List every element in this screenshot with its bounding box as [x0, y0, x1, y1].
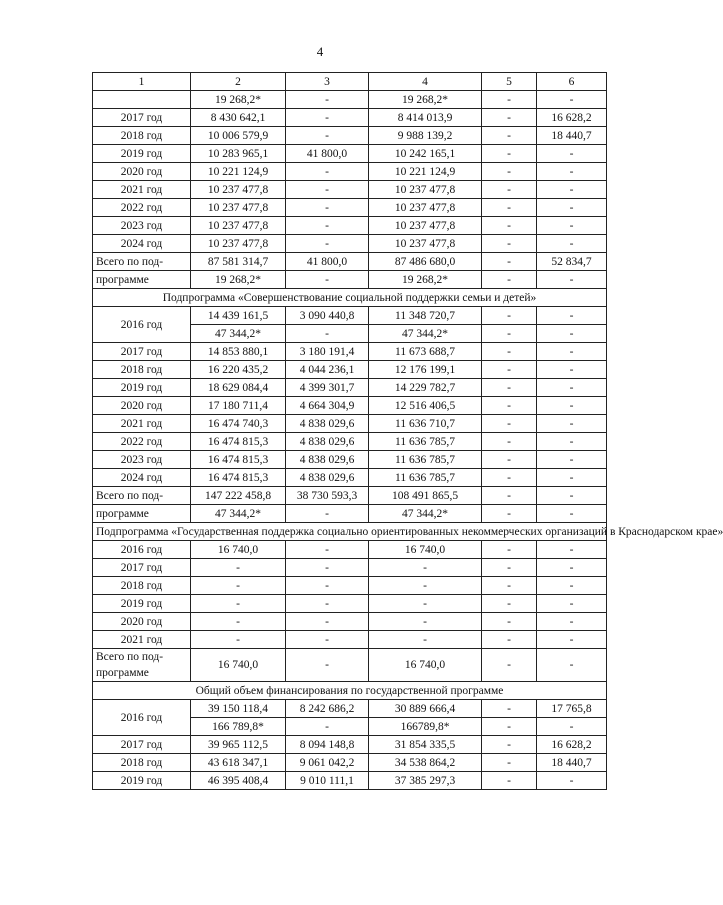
value-cell: -	[286, 505, 369, 523]
value-cell: 31 854 335,5	[369, 736, 482, 754]
year-cell: 2023 год	[93, 217, 191, 235]
value-cell: 9 061 042,2	[286, 754, 369, 772]
value-cell: 10 237 477,8	[191, 199, 286, 217]
section-title: Подпрограмма «Совершенствование социальной поддержки семьи и детей»	[93, 289, 607, 307]
year-cell: 2017 год	[93, 736, 191, 754]
value-cell: -	[191, 595, 286, 613]
table-row	[93, 379, 607, 397]
value-cell: -	[369, 613, 482, 631]
value-cell: 14 853 880,1	[191, 343, 286, 361]
value-cell: 4 838 029,6	[286, 415, 369, 433]
value-cell: -	[286, 631, 369, 649]
value-cell: -	[482, 127, 537, 145]
value-cell: -	[482, 754, 537, 772]
table-row	[93, 595, 607, 613]
value-cell: -	[482, 145, 537, 163]
value-cell: 10 221 124,9	[191, 163, 286, 181]
column-number: 5	[482, 73, 537, 91]
value-cell: -	[482, 397, 537, 415]
value-cell: 30 889 666,4	[369, 700, 482, 718]
value-cell: -	[482, 181, 537, 199]
value-cell: -	[286, 235, 369, 253]
value-cell: 11 636 785,7	[369, 451, 482, 469]
total-label: Всего по под-	[93, 253, 191, 271]
section-title: Подпрограмма «Государственная поддержка социально ориентированных некоммерческих организаций в Краснодарском крае»	[93, 523, 607, 541]
value-cell: 16 740,0	[191, 649, 286, 682]
value-cell: -	[537, 181, 607, 199]
value-cell: -	[482, 559, 537, 577]
year-cell: 2019 год	[93, 379, 191, 397]
value-cell: 38 730 593,3	[286, 487, 369, 505]
year-cell: 2019 год	[93, 595, 191, 613]
table-row	[93, 217, 607, 235]
value-cell: 8 094 148,8	[286, 736, 369, 754]
value-cell: 4 664 304,9	[286, 397, 369, 415]
value-cell: 8 414 013,9	[369, 109, 482, 127]
value-cell: -	[537, 325, 607, 343]
year-cell: 2024 год	[93, 469, 191, 487]
value-cell: -	[286, 541, 369, 559]
value-cell: 19 268,2*	[191, 271, 286, 289]
value-cell: 4 399 301,7	[286, 379, 369, 397]
table-row	[93, 469, 607, 487]
value-cell: 4 838 029,6	[286, 451, 369, 469]
value-cell: -	[482, 505, 537, 523]
value-cell: -	[537, 541, 607, 559]
value-cell: 10 237 477,8	[369, 181, 482, 199]
section-row	[93, 523, 607, 541]
value-cell: 16 474 815,3	[191, 451, 286, 469]
value-cell: -	[537, 145, 607, 163]
value-cell: 9 010 111,1	[286, 772, 369, 790]
table-row	[93, 163, 607, 181]
value-cell: 3 180 191,4	[286, 343, 369, 361]
year-cell: 2018 год	[93, 127, 191, 145]
total-row	[93, 505, 607, 523]
value-cell: 87 581 314,7	[191, 253, 286, 271]
value-cell: -	[537, 379, 607, 397]
value-cell: 10 237 477,8	[369, 235, 482, 253]
value-cell: -	[286, 649, 369, 682]
value-cell: -	[482, 199, 537, 217]
value-cell: 47 344,2*	[191, 505, 286, 523]
table-row	[93, 307, 607, 325]
table-row	[93, 235, 607, 253]
year-cell: 2017 год	[93, 559, 191, 577]
value-cell: 166789,8*	[369, 718, 482, 736]
value-cell: 10 237 477,8	[191, 181, 286, 199]
value-cell: 17 180 711,4	[191, 397, 286, 415]
value-cell: 9 988 139,2	[369, 127, 482, 145]
value-cell: 34 538 864,2	[369, 754, 482, 772]
value-cell: 46 395 408,4	[191, 772, 286, 790]
table-row	[93, 736, 607, 754]
value-cell: -	[482, 700, 537, 718]
value-cell: -	[537, 649, 607, 682]
year-cell: 2016 год	[93, 541, 191, 559]
year-cell: 2019 год	[93, 772, 191, 790]
year-cell: 2018 год	[93, 754, 191, 772]
value-cell: 166 789,8*	[191, 718, 286, 736]
value-cell: -	[537, 505, 607, 523]
value-cell: -	[537, 613, 607, 631]
total-row	[93, 649, 607, 682]
value-cell: -	[482, 325, 537, 343]
value-cell: -	[482, 577, 537, 595]
value-cell: 19 268,2*	[369, 271, 482, 289]
value-cell: -	[482, 631, 537, 649]
financing-table-body	[93, 73, 723, 790]
value-cell: -	[537, 451, 607, 469]
value-cell: -	[369, 631, 482, 649]
value-cell: -	[482, 91, 537, 109]
year-cell: 2018 год	[93, 361, 191, 379]
value-cell: -	[286, 559, 369, 577]
table-row	[93, 631, 607, 649]
value-cell: -	[482, 163, 537, 181]
value-cell: -	[537, 361, 607, 379]
year-cell: 2021 год	[93, 181, 191, 199]
value-cell: 12 516 406,5	[369, 397, 482, 415]
value-cell: -	[191, 577, 286, 595]
value-cell: 11 348 720,7	[369, 307, 482, 325]
value-cell: -	[286, 613, 369, 631]
column-number: 3	[286, 73, 369, 91]
value-cell: -	[191, 559, 286, 577]
value-cell: -	[286, 217, 369, 235]
year-cell: 2021 год	[93, 415, 191, 433]
year-cell: 2016 год	[93, 307, 191, 343]
value-cell: -	[482, 613, 537, 631]
value-cell: -	[482, 235, 537, 253]
year-cell	[93, 91, 191, 109]
table-row	[93, 91, 607, 109]
value-cell: 10 221 124,9	[369, 163, 482, 181]
value-cell: -	[286, 91, 369, 109]
value-cell: -	[537, 271, 607, 289]
value-cell: 18 440,7	[537, 754, 607, 772]
total-label: программе	[93, 505, 191, 523]
table-row	[93, 397, 607, 415]
value-cell: 4 838 029,6	[286, 469, 369, 487]
column-number: 6	[537, 73, 607, 91]
value-cell: -	[286, 127, 369, 145]
value-cell: 4 838 029,6	[286, 433, 369, 451]
value-cell: -	[537, 307, 607, 325]
value-cell: -	[537, 469, 607, 487]
value-cell: -	[537, 415, 607, 433]
column-number: 1	[93, 73, 191, 91]
value-cell: 47 344,2*	[369, 505, 482, 523]
table-row	[93, 199, 607, 217]
value-cell: -	[537, 343, 607, 361]
total-row	[93, 271, 607, 289]
value-cell: 10 237 477,8	[369, 217, 482, 235]
value-cell: -	[537, 217, 607, 235]
value-cell: 47 344,2*	[191, 325, 286, 343]
value-cell: -	[537, 433, 607, 451]
value-cell: -	[482, 469, 537, 487]
value-cell: 10 283 965,1	[191, 145, 286, 163]
table-row	[93, 541, 607, 559]
value-cell: 16 474 815,3	[191, 469, 286, 487]
value-cell: 12 176 199,1	[369, 361, 482, 379]
value-cell: -	[537, 487, 607, 505]
value-cell: 16 474 740,3	[191, 415, 286, 433]
value-cell: -	[537, 199, 607, 217]
value-cell: 11 673 688,7	[369, 343, 482, 361]
value-cell: 11 636 785,7	[369, 433, 482, 451]
value-cell: 41 800,0	[286, 145, 369, 163]
value-cell: -	[537, 91, 607, 109]
year-cell: 2022 год	[93, 433, 191, 451]
table-row	[93, 343, 607, 361]
value-cell: -	[482, 253, 537, 271]
total-label: Всего по под- программе	[93, 649, 191, 682]
value-cell: -	[286, 199, 369, 217]
value-cell: 11 636 710,7	[369, 415, 482, 433]
value-cell: 108 491 865,5	[369, 487, 482, 505]
total-label: программе	[93, 271, 191, 289]
value-cell: 16 474 815,3	[191, 433, 286, 451]
value-cell: 19 268,2*	[369, 91, 482, 109]
value-cell: -	[482, 343, 537, 361]
value-cell: 19 268,2*	[191, 91, 286, 109]
value-cell: 14 229 782,7	[369, 379, 482, 397]
table-row	[93, 415, 607, 433]
value-cell: -	[482, 379, 537, 397]
value-cell: 14 439 161,5	[191, 307, 286, 325]
value-cell: 18 440,7	[537, 127, 607, 145]
value-cell: -	[537, 235, 607, 253]
value-cell: -	[191, 613, 286, 631]
table-row	[93, 127, 607, 145]
value-cell: -	[482, 271, 537, 289]
value-cell: -	[482, 541, 537, 559]
year-cell: 2020 год	[93, 163, 191, 181]
value-cell: -	[369, 559, 482, 577]
value-cell: 43 618 347,1	[191, 754, 286, 772]
page-number: 4	[316, 44, 324, 59]
table-row	[93, 559, 607, 577]
value-cell: -	[537, 559, 607, 577]
value-cell: -	[482, 736, 537, 754]
value-cell: 16 740,0	[369, 649, 482, 682]
value-cell: -	[482, 487, 537, 505]
value-cell: 16 740,0	[191, 541, 286, 559]
table-row	[93, 433, 607, 451]
value-cell: 4 044 236,1	[286, 361, 369, 379]
total-row	[93, 487, 607, 505]
value-cell: -	[482, 217, 537, 235]
section-row	[93, 682, 607, 700]
value-cell: -	[369, 595, 482, 613]
value-cell: -	[482, 595, 537, 613]
year-cell: 2017 год	[93, 343, 191, 361]
value-cell: -	[482, 718, 537, 736]
value-cell: -	[286, 718, 369, 736]
value-cell: -	[286, 325, 369, 343]
value-cell: -	[537, 718, 607, 736]
total-row	[93, 253, 607, 271]
value-cell: 11 636 785,7	[369, 469, 482, 487]
section-title: Общий объем финансирования по государственной программе	[93, 682, 607, 700]
table-row	[93, 181, 607, 199]
value-cell: -	[537, 631, 607, 649]
value-cell: -	[537, 772, 607, 790]
section-row	[93, 289, 607, 307]
value-cell: 18 629 084,4	[191, 379, 286, 397]
value-cell: -	[369, 577, 482, 595]
table-row	[93, 109, 607, 127]
value-cell: -	[286, 577, 369, 595]
column-number: 4	[369, 73, 482, 91]
value-cell: 10 242 165,1	[369, 145, 482, 163]
value-cell: 10 237 477,8	[191, 217, 286, 235]
value-cell: 52 834,7	[537, 253, 607, 271]
value-cell: -	[191, 631, 286, 649]
table-row	[93, 613, 607, 631]
table-row	[93, 754, 607, 772]
value-cell: 37 385 297,3	[369, 772, 482, 790]
value-cell: -	[537, 397, 607, 415]
column-number: 2	[191, 73, 286, 91]
value-cell: -	[286, 271, 369, 289]
value-cell: -	[286, 181, 369, 199]
value-cell: 16 220 435,2	[191, 361, 286, 379]
table-row	[93, 577, 607, 595]
value-cell: 47 344,2*	[369, 325, 482, 343]
year-cell: 2018 год	[93, 577, 191, 595]
value-cell: -	[482, 649, 537, 682]
financing-table	[92, 72, 723, 790]
value-cell: 39 965 112,5	[191, 736, 286, 754]
value-cell: 17 765,8	[537, 700, 607, 718]
table-row	[93, 145, 607, 163]
value-cell: 3 090 440,8	[286, 307, 369, 325]
value-cell: -	[537, 577, 607, 595]
table-row	[93, 700, 607, 718]
value-cell: 147 222 458,8	[191, 487, 286, 505]
value-cell: 10 237 477,8	[191, 235, 286, 253]
year-cell: 2021 год	[93, 631, 191, 649]
value-cell: 10 237 477,8	[369, 199, 482, 217]
year-cell: 2023 год	[93, 451, 191, 469]
value-cell: -	[537, 163, 607, 181]
year-cell: 2024 год	[93, 235, 191, 253]
value-cell: 39 150 118,4	[191, 700, 286, 718]
value-cell: -	[482, 772, 537, 790]
year-cell: 2016 год	[93, 700, 191, 736]
value-cell: -	[286, 163, 369, 181]
value-cell: 10 006 579,9	[191, 127, 286, 145]
value-cell: -	[286, 109, 369, 127]
value-cell: 8 430 642,1	[191, 109, 286, 127]
value-cell: -	[286, 595, 369, 613]
table-row	[93, 451, 607, 469]
table-row	[93, 772, 607, 790]
year-cell: 2022 год	[93, 199, 191, 217]
value-cell: 8 242 686,2	[286, 700, 369, 718]
value-cell: -	[482, 307, 537, 325]
value-cell: 16 628,2	[537, 736, 607, 754]
year-cell: 2017 год	[93, 109, 191, 127]
value-cell: 16 628,2	[537, 109, 607, 127]
year-cell: 2019 год	[93, 145, 191, 163]
total-label: Всего по под-	[93, 487, 191, 505]
year-cell: 2020 год	[93, 397, 191, 415]
value-cell: -	[482, 361, 537, 379]
value-cell: -	[482, 451, 537, 469]
value-cell: 16 740,0	[369, 541, 482, 559]
value-cell: -	[537, 595, 607, 613]
table-row	[93, 361, 607, 379]
year-cell: 2020 год	[93, 613, 191, 631]
value-cell: -	[482, 433, 537, 451]
value-cell: 41 800,0	[286, 253, 369, 271]
value-cell: -	[482, 109, 537, 127]
value-cell: -	[482, 415, 537, 433]
value-cell: 87 486 680,0	[369, 253, 482, 271]
header-row	[93, 73, 607, 91]
